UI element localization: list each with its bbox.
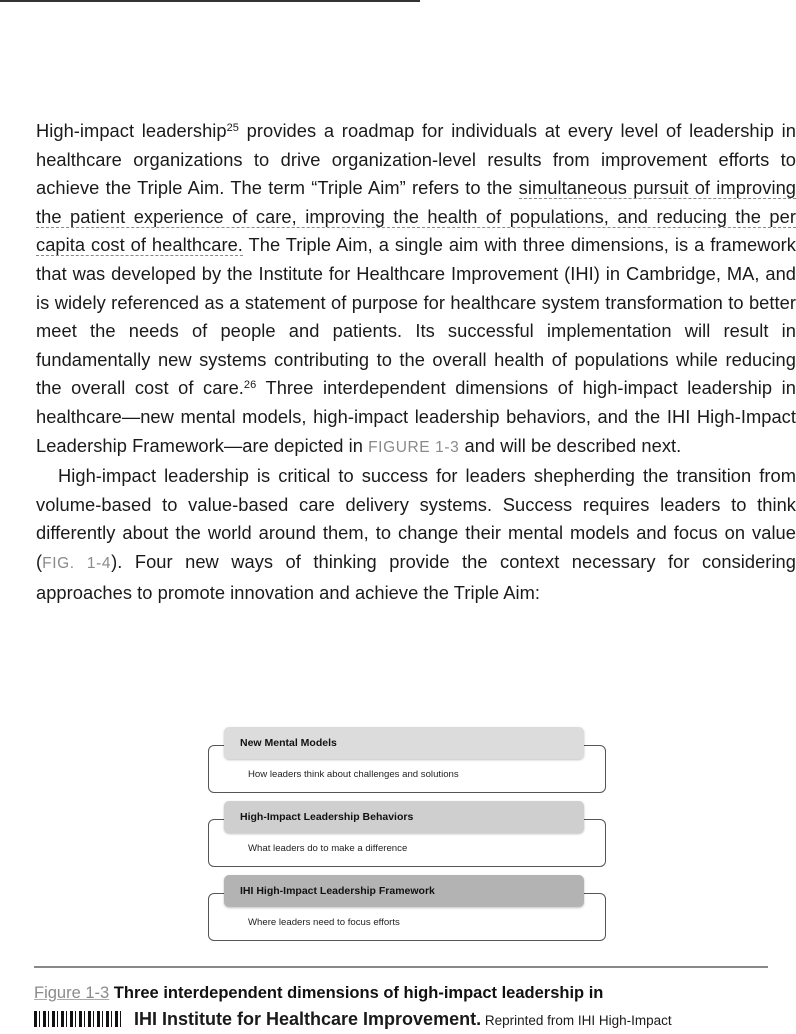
dimension-title: New Mental Models (240, 737, 337, 749)
text-span: provides a roadmap for individuals at every level of leadership in healthcare organizations to drive organization-level results from improvement efforts to achieve the Triple Aim. The term “Triple Aim” refers to the (36, 120, 796, 199)
top-rule (0, 0, 420, 2)
dimension-ihi-framework (206, 875, 606, 941)
leadership-dimensions-diagram (206, 727, 606, 947)
text-span: High-impact leadership (36, 120, 227, 141)
figure-divider (34, 966, 768, 968)
figure-title: Three interdependent dimensions of high-impact leadership in (113, 984, 604, 1002)
paragraph-2 (36, 462, 796, 607)
paragraph-1 (36, 117, 796, 462)
dimension-title: High-Impact Leadership Behaviors (240, 811, 414, 823)
text-span: Three interdependent dimensions of high-impact leadership in healthcare—new mental models, high-impact leadership behaviors, and the IHI High-Impact Leadership Framework—are depicted in (36, 377, 796, 456)
dimension-leadership-behaviors (206, 801, 606, 867)
ihi-logo-icon (34, 1011, 124, 1027)
text-span: The Triple Aim, a single aim with three dimensions, is a framework that was developed by the Institute for Healthcare Improvement (IHI) in Cambridge, MA, and is widely referenced as a statement of purpose for healthcare system transformation to better meet the needs of people and patients. Its successful implementation will result in fundamentally new systems contributing to the overall health of populations while reducing the overall cost of care. (36, 234, 796, 399)
dimension-title: IHI High-Impact Leadership Framework (240, 885, 435, 897)
dimension-description: Where leaders need to focus efforts (248, 917, 400, 928)
footnote-25[interactable]: 25 (226, 122, 239, 134)
figure-1-3-link[interactable]: FIGURE 1-3 (368, 438, 460, 456)
caption-line-2 (34, 1006, 794, 1034)
reprint-note: Reprinted from IHI High-Impact (481, 1013, 672, 1028)
dimension-description: What leaders do to make a difference (248, 843, 408, 854)
triple-aim-definition: simultaneous pursuit of improving the patient experience of care, improving the health of populations, and reducing the per capita cost of healthcare. (36, 177, 796, 256)
figure-1-4-link[interactable]: FIG. 1-4 (42, 554, 112, 572)
footnote-26[interactable]: 26 (243, 379, 257, 392)
figure-caption (34, 980, 794, 1034)
text-span: ). Four new ways of thinking provide the context necessary for considering approaches to promote innovation and achieve the Triple Aim: (36, 550, 796, 603)
text-span: and will be described next. (459, 434, 682, 456)
body-text (36, 117, 796, 607)
text-span: High-impact leadership is critical to success for leaders shepherding the transition from volume-based to value-based care delivery systems. Success requires leaders to think differently about the world around them, to change their mental models and focus on value ( (36, 465, 796, 572)
figure-label: Figure 1-3 (34, 984, 110, 1002)
dimension-description: How leaders think about challenges and solutions (248, 769, 459, 780)
dimension-new-mental-models (206, 727, 606, 793)
ihi-name: IHI Institute for Healthcare Improvement. (134, 1009, 482, 1029)
caption-line-1 (34, 980, 794, 1006)
